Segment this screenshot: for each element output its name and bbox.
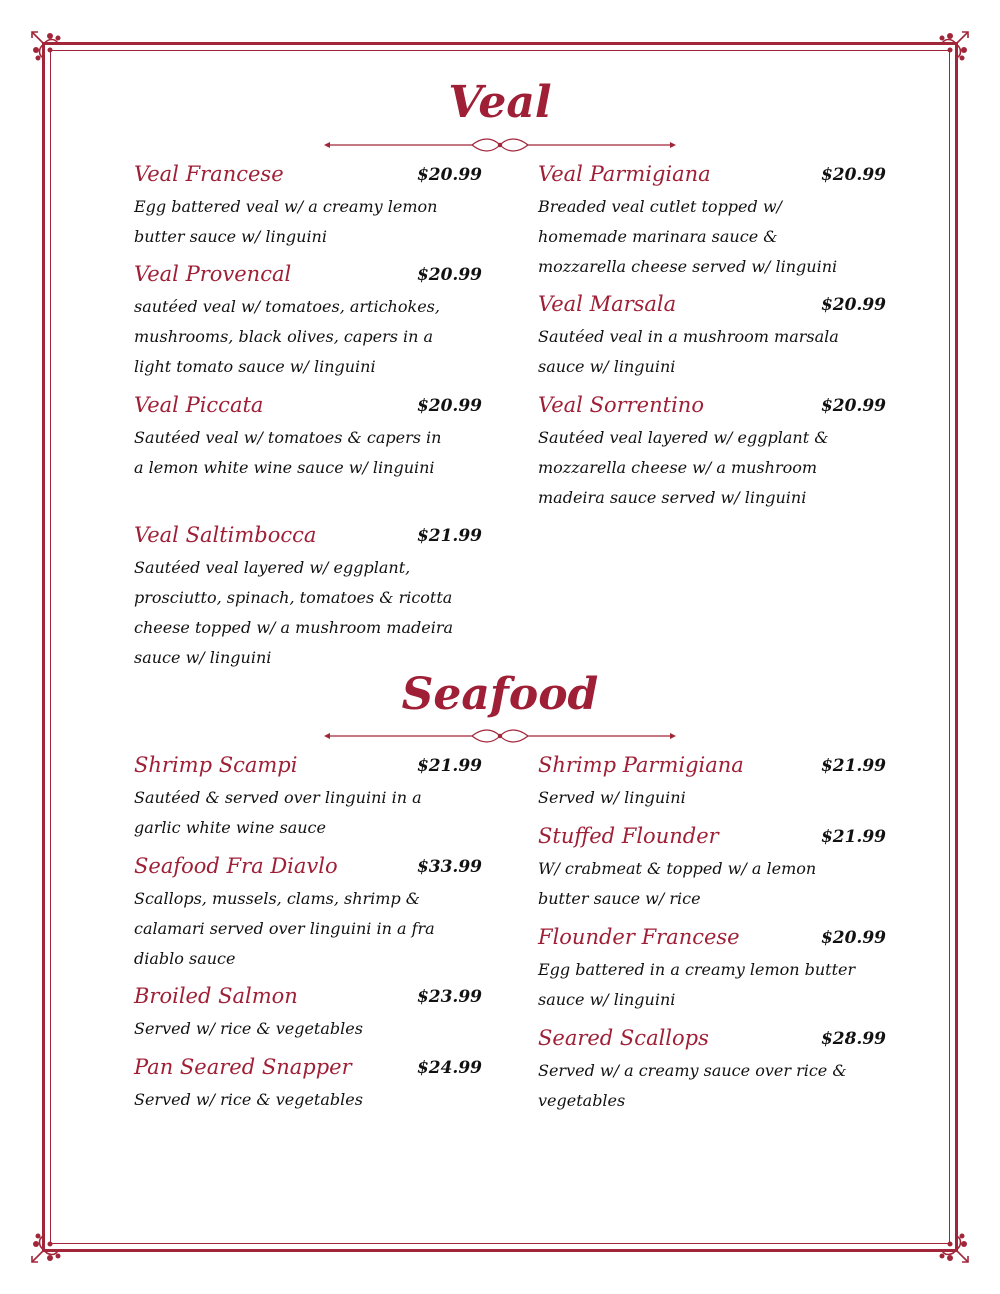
item-name: Flounder Francese bbox=[538, 925, 740, 949]
item-name: Seafood Fra Diavlo bbox=[134, 854, 338, 878]
floral-corner-icon bbox=[932, 1226, 972, 1266]
seafood-section-title: Seafood bbox=[401, 669, 599, 720]
item-description: Served w/ linguini bbox=[538, 788, 686, 807]
item-name: Veal Piccata bbox=[134, 393, 264, 417]
item-price: $21.99 bbox=[820, 827, 886, 847]
item-price: $21.99 bbox=[416, 526, 482, 546]
item-name: Shrimp Scampi bbox=[134, 753, 298, 777]
item-price: $20.99 bbox=[416, 396, 482, 416]
item-price: $21.99 bbox=[820, 756, 886, 776]
item-name: Veal Sorrentino bbox=[538, 393, 704, 417]
floral-corner-icon bbox=[28, 28, 68, 68]
item-name: Shrimp Parmigiana bbox=[538, 753, 744, 777]
item-description: Sautéed & served over linguini in a garlic white wine sauce bbox=[134, 788, 422, 837]
item-name: Veal Marsala bbox=[538, 292, 677, 316]
item-name: Veal Provencal bbox=[134, 262, 292, 286]
item-description: Served w/ rice & vegetables bbox=[134, 1090, 363, 1109]
item-price: $20.99 bbox=[820, 165, 886, 185]
item-description: Sautéed veal layered w/ eggplant & mozzarella cheese w/ a mushroom madeira sauce served w/ linguini bbox=[538, 428, 829, 507]
item-price: $33.99 bbox=[416, 857, 482, 877]
item-name: Veal Francese bbox=[134, 162, 284, 186]
item-price: $20.99 bbox=[820, 928, 886, 948]
scroll-divider-icon bbox=[322, 135, 678, 155]
item-price: $24.99 bbox=[416, 1058, 482, 1078]
item-name: Broiled Salmon bbox=[134, 984, 298, 1008]
item-name: Veal Parmigiana bbox=[538, 162, 711, 186]
item-name: Pan Seared Snapper bbox=[134, 1055, 352, 1079]
item-description: Sautéed veal w/ tomatoes & capers in a lemon white wine sauce w/ linguini bbox=[134, 428, 442, 477]
item-price: $21.99 bbox=[416, 756, 482, 776]
item-price: $28.99 bbox=[820, 1029, 886, 1049]
item-description: Served w/ rice & vegetables bbox=[134, 1019, 363, 1038]
item-description: Egg battered in a creamy lemon butter sauce w/ linguini bbox=[538, 960, 856, 1009]
item-price: $20.99 bbox=[416, 265, 482, 285]
item-description: Sautéed veal in a mushroom marsala sauce w/ linguini bbox=[538, 327, 839, 376]
item-name: Veal Saltimbocca bbox=[134, 523, 317, 547]
item-description: Sautéed veal layered w/ eggplant, prosciutto, spinach, tomatoes & ricotta cheese topped w/ a mushroom madeira sauce w/ linguini bbox=[134, 558, 453, 667]
floral-corner-icon bbox=[28, 1226, 68, 1266]
item-price: $20.99 bbox=[820, 396, 886, 416]
item-description: Scallops, mussels, clams, shrimp & calamari served over linguini in a fra diablo sauce bbox=[134, 889, 435, 968]
item-name: Stuffed Flounder bbox=[538, 824, 719, 848]
floral-corner-icon bbox=[932, 28, 972, 68]
veal-section-title: Veal bbox=[448, 77, 552, 128]
item-name: Seared Scallops bbox=[538, 1026, 709, 1050]
item-description: Egg battered veal w/ a creamy lemon butter sauce w/ linguini bbox=[134, 197, 438, 246]
scroll-divider-icon bbox=[322, 726, 678, 746]
item-description: Breaded veal cutlet topped w/ homemade marinara sauce & mozzarella cheese served w/ linguini bbox=[538, 197, 838, 276]
item-description: W/ crabmeat & topped w/ a lemon butter sauce w/ rice bbox=[538, 859, 817, 908]
item-price: $20.99 bbox=[416, 165, 482, 185]
item-price: $23.99 bbox=[416, 987, 482, 1007]
item-description: Served w/ a creamy sauce over rice & vegetables bbox=[538, 1061, 847, 1110]
item-price: $20.99 bbox=[820, 295, 886, 315]
item-description: sautéed veal w/ tomatoes, artichokes, mushrooms, black olives, capers in a light tomato sauce w/ linguini bbox=[134, 297, 440, 376]
